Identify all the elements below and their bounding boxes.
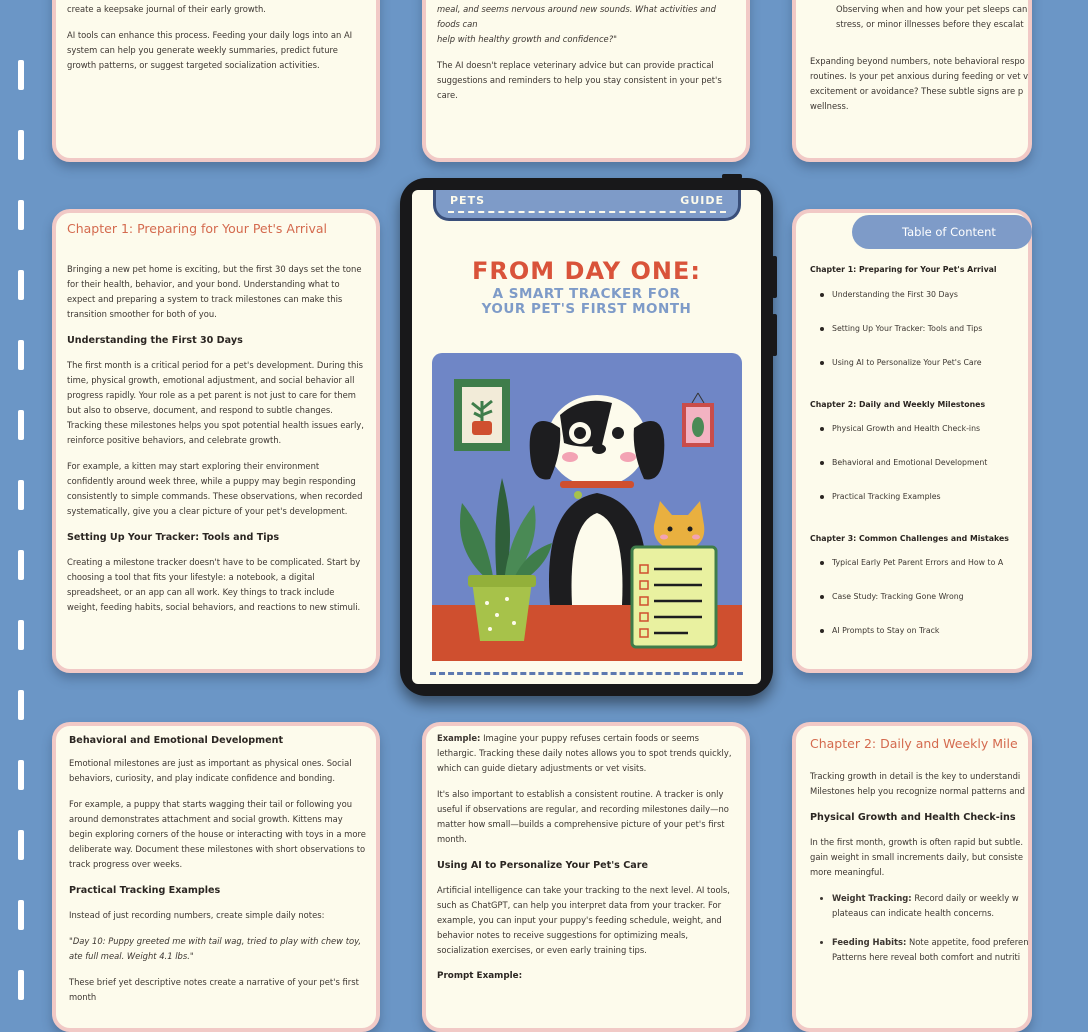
tablet-device	[400, 178, 773, 696]
paragraph: Observing when and how your pet sleeps can stress, or minor illnesses before they escalat	[836, 4, 1028, 29]
toc-item[interactable]: Case Study: Tracking Gone Wrong	[810, 590, 1009, 603]
plant-picture-frame	[454, 379, 510, 451]
paragraph: The first month is a critical period for a pet's development. During this time, physical growth, emotional adjustment, and social behavior all progress rapidly. Your role as a pet parent is not just to care for them but also to observe, document, and respond to subtle changes. Tracking these milestones helps you spot potential health issues early, reinforce positive behaviors, and celebrate growth.	[67, 360, 364, 445]
section-heading: Setting Up Your Tracker: Tools and Tips	[67, 532, 280, 543]
toc-item[interactable]: Typical Early Pet Parent Errors and How to A	[810, 556, 1009, 569]
paragraph: Creating a milestone tracker doesn't have to be complicated. Start by choosing a tool that fits your lifestyle: a notebook, a digital spreadsheet, or an app can all work. Key things to track include weight, feeding habits, social behaviors, and reactions to new stimuli.	[67, 557, 361, 612]
page-bottom-left	[52, 722, 380, 1032]
section-heading: Practical Tracking Examples	[69, 885, 221, 896]
paragraph: The AI doesn't replace veterinary advice but can provide practical suggestions and reminders to help you stay consistent in your pet's care.	[437, 60, 722, 100]
divider	[430, 672, 743, 675]
toc-section-title: Chapter 2: Daily and Weekly Milestones	[810, 400, 986, 409]
bullet-list	[810, 891, 1088, 965]
section-heading: Behavioral and Emotional Development	[69, 735, 284, 746]
paragraph: create a keepsake journal of their early growth.	[67, 4, 266, 14]
toc-item[interactable]: Using AI to Personalize Your Pet's Care	[810, 356, 1009, 369]
page-table-of-contents	[792, 209, 1032, 673]
page-chapter-2	[792, 722, 1032, 1032]
list-item: • Weight Tracking: Record daily or weekly w plateaus can indicate health concerns.	[832, 891, 1088, 921]
paragraph: Example: Imagine your puppy refuses certain foods or seems lethargic. Tracking these daily notes allows you to spot trends quickly, which can guide dietary adjustments or vet visits.	[437, 733, 732, 773]
paragraph: Artificial intelligence can take your tracking to the next level. AI tools, such as ChatGPT, can help you interpret data from your tracker. For example, you can input your puppy's feeding schedule, weight, and behavior notes to receive suggestions for optimizing meals, socialization exercises, or even early training tips.	[437, 885, 730, 955]
paragraph: In the first month, growth is often rapid but subtle. gain weight in small increments daily, but consiste more meaningful.	[810, 837, 1024, 877]
checklist-clipboard	[632, 547, 716, 647]
volume-button	[772, 314, 777, 356]
divider	[448, 211, 726, 213]
toc-item[interactable]: Practical Tracking Examples	[810, 490, 1009, 503]
paragraph: AI tools can enhance this process. Feeding your daily logs into an AI system can help you generate weekly summaries, predict future growth patterns, or suggest targeted socialization activities.	[67, 30, 353, 70]
paragraph: Emotional milestones are just as important as physical ones. Social behaviors, curiosity, and play indicate confidence and bonding.	[69, 758, 352, 783]
cover-tab-left: PETS	[450, 194, 486, 207]
tablet-camera-bump	[722, 174, 742, 179]
volume-button	[772, 256, 777, 298]
cover-top-bar	[433, 190, 741, 221]
paragraph: For example, a kitten may start exploring their environment confidently around week three, while a puppy may begin responding consistently to simple commands. These observations, when recorded systematically, give you a clear picture of your pet's development.	[67, 461, 363, 516]
section-heading: Understanding the First 30 Days	[67, 335, 243, 346]
toc-section-title: Chapter 1: Preparing for Your Pet's Arrival	[810, 265, 997, 274]
toc-item[interactable]: Setting Up Your Tracker: Tools and Tips	[810, 322, 1009, 335]
chapter-title: Chapter 1: Preparing for Your Pet's Arrival	[67, 221, 328, 236]
chapter-title: Chapter 2: Daily and Weekly Mile	[810, 736, 1018, 751]
toc-item[interactable]: Behavioral and Emotional Development	[810, 456, 1009, 469]
paragraph: It's also important to establish a consistent routine. A tracker is only useful if observations are regular, and recording milestones daily—no matter how small—builds a comprehensive picture of your pet's first month.	[437, 789, 729, 844]
section-heading: Using AI to Personalize Your Pet's Care	[437, 860, 648, 871]
page-top-right	[792, 0, 1032, 162]
paragraph: These brief yet descriptive notes create a narrative of your pet's first month	[69, 977, 359, 1002]
page-chapter-1	[52, 209, 380, 673]
paragraph: Expanding beyond numbers, note behavioral respo routines. Is your pet anxious during feeding or vet v excitement or avoidance? These subtle signs are p wellness.	[810, 56, 1029, 111]
paragraph: For example, a puppy that starts wagging their tail or following you around demonstrates attachment and social growth. Kittens may begin exploring corners of the house or interacting with toys in a more deliberate way. Document these milestones with short observations to track progress over weeks.	[69, 799, 366, 869]
page-bottom-middle	[422, 722, 750, 1032]
paragraph: Tracking growth in detail is the key to understandi Milestones help you recognize normal patterns and	[810, 771, 1025, 796]
toc-item[interactable]: AI Prompts to Stay on Track	[810, 624, 1009, 637]
example-label: Example:	[437, 733, 481, 743]
prompt-quote: meal, and seems nervous around new sounds. What activities and foods can help with healthy growth and confidence?"	[437, 4, 716, 44]
toc-section-title: Chapter 3: Common Challenges and Mistakes	[810, 534, 1009, 543]
paragraph: Instead of just recording numbers, create simple daily notes:	[69, 910, 325, 920]
page-top-left	[52, 0, 380, 162]
road-markings	[18, 0, 26, 1000]
section-heading: Physical Growth and Health Check-ins	[810, 812, 1016, 823]
section-heading: Prompt Example:	[437, 971, 523, 981]
cover-illustration	[432, 353, 742, 661]
toc-item[interactable]: Physical Growth and Health Check-ins	[810, 422, 1009, 435]
tablet-screen	[412, 190, 761, 684]
toc-item[interactable]: Understanding the First 30 Days	[810, 288, 1009, 301]
toc-list	[810, 263, 1009, 637]
example-note: "Day 10: Puppy greeted me with tail wag, tried to play with chew toy, ate full meal. Weight 4.1 lbs."	[69, 936, 362, 961]
list-item: • Feeding Habits: Note appetite, food preferen Patterns here reveal both comfort and nutriti	[832, 935, 1088, 965]
cover-tab-right: GUIDE	[680, 194, 724, 207]
page-top-middle	[422, 0, 750, 162]
paragraph: Bringing a new pet home is exciting, but the first 30 days set the tone for their health, behavior, and your bond. Understanding what to expect and preparing a system to track milestones can make this transition smoother for both of you.	[67, 264, 362, 319]
cover-title: FROM DAY ONE:	[472, 257, 701, 285]
toc-header: Table of Content	[852, 215, 1032, 249]
cover-subtitle: A SMART TRACKER FOR YOUR PET'S FIRST MONTH	[481, 286, 692, 317]
